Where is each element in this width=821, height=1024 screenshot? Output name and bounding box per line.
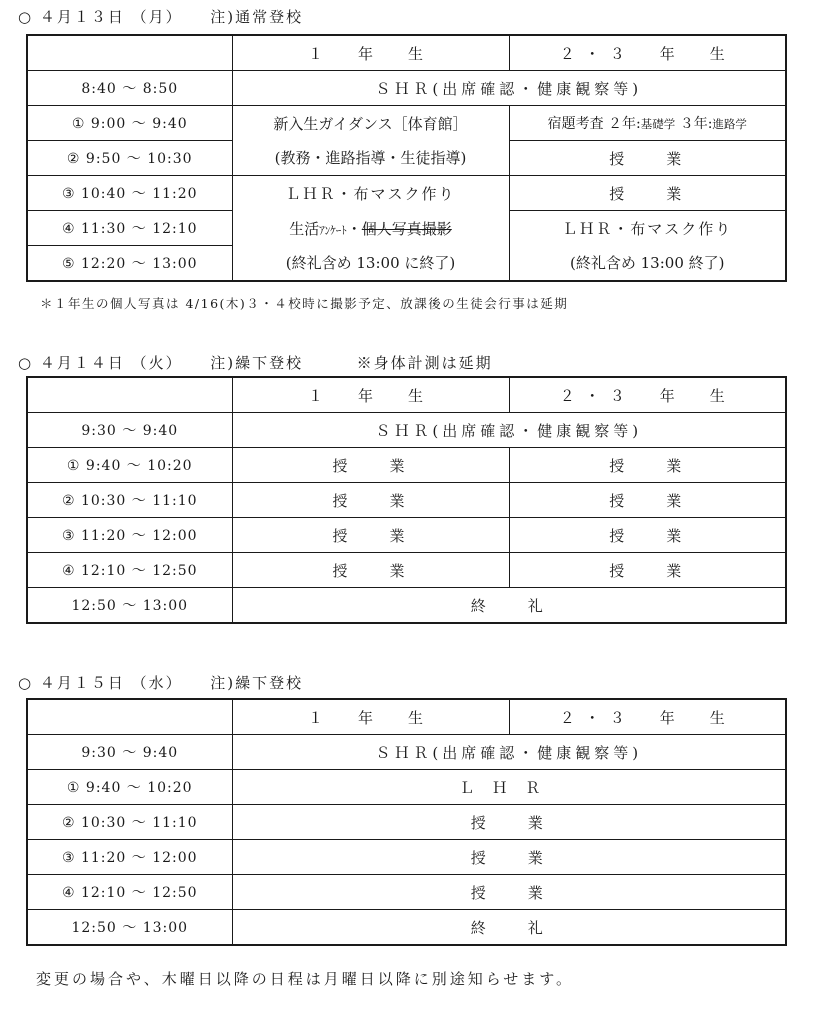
time-cell: ③ 11:20 〜 12:00 xyxy=(27,518,232,553)
year1-cell: 新入生ガイダンス［体育館］ xyxy=(232,106,509,141)
year1-cell: (教務・進路指導・生徒指導) xyxy=(232,141,509,176)
year1-cell: 授 業 xyxy=(232,448,509,483)
time-cell: ④ 12:10 〜 12:50 xyxy=(27,553,232,588)
day1-schedule-table xyxy=(26,34,787,282)
header-year23: ２・３ 年 生 xyxy=(509,377,786,413)
table-row xyxy=(27,211,786,246)
year23-text-a: 宿題考査 ２年: xyxy=(547,116,641,132)
header-year1: １ 年 生 xyxy=(232,35,509,71)
time-cell: ③ 11:20 〜 12:00 xyxy=(27,840,232,875)
day1-date: ４月１３日 xyxy=(39,8,125,26)
time-cell: ④ 12:10 〜 12:50 xyxy=(27,875,232,910)
merged-cell: ＳＨＲ(出席確認・健康観察等) xyxy=(232,413,786,448)
day3-weekday: （水） xyxy=(131,674,183,692)
table-row xyxy=(27,840,786,875)
table-row xyxy=(27,588,786,624)
year1-cell xyxy=(232,211,509,246)
header-year23: ２・３ 年 生 xyxy=(509,35,786,71)
year23-cell: (終礼含め 13:00 終了) xyxy=(509,246,786,282)
table-header-row xyxy=(27,35,786,71)
merged-cell: ＳＨＲ(出席確認・健康観察等) xyxy=(232,71,786,106)
table-row xyxy=(27,770,786,805)
day1-weekday: （月） xyxy=(131,8,183,26)
time-cell: ① 9:40 〜 10:20 xyxy=(27,770,232,805)
day3-note: 注)繰下登校 xyxy=(210,674,304,692)
table-row xyxy=(27,71,786,106)
table-row xyxy=(27,805,786,840)
day3-date: ４月１５日 xyxy=(39,674,125,692)
table-row xyxy=(27,448,786,483)
year23-cell: ＬＨＲ・布マスク作り xyxy=(509,211,786,246)
merged-cell: 終 礼 xyxy=(232,588,786,624)
time-cell: ② 9:50 〜 10:30 xyxy=(27,141,232,176)
year1-cell: 授 業 xyxy=(232,553,509,588)
table-row xyxy=(27,141,786,176)
footer-notice: 変更の場合や、木曜日以降の日程は月曜日以降に別途知らせます。 xyxy=(36,970,575,988)
year1-text-c: ・ xyxy=(346,219,362,238)
merged-cell: ＳＨＲ(出席確認・健康観察等) xyxy=(232,735,786,770)
year1-cell: 授 業 xyxy=(232,518,509,553)
time-cell: 9:30 〜 9:40 xyxy=(27,735,232,770)
header-empty xyxy=(27,35,232,71)
header-empty xyxy=(27,699,232,735)
table-row xyxy=(27,483,786,518)
circle-mark: ○ xyxy=(18,674,34,692)
table-row xyxy=(27,413,786,448)
table-row xyxy=(27,518,786,553)
merged-cell: 授 業 xyxy=(232,840,786,875)
header-year1: １ 年 生 xyxy=(232,699,509,735)
day3-schedule-table xyxy=(26,698,787,946)
day3-heading xyxy=(18,672,303,693)
day1-note: 注)通常登校 xyxy=(210,8,304,26)
header-year1: １ 年 生 xyxy=(232,377,509,413)
table-row xyxy=(27,246,786,282)
year1-cell: 授 業 xyxy=(232,483,509,518)
year23-text-c: ３年: xyxy=(675,116,713,132)
table-header-row xyxy=(27,377,786,413)
year23-cell: 授 業 xyxy=(509,448,786,483)
time-cell: 9:30 〜 9:40 xyxy=(27,413,232,448)
year1-cell: ＬＨＲ・布マスク作り xyxy=(232,176,509,211)
day2-date: ４月１４日 xyxy=(39,354,125,372)
time-cell: ③ 10:40 〜 11:20 xyxy=(27,176,232,211)
day2-heading xyxy=(18,352,493,373)
circle-mark: ○ xyxy=(18,8,34,26)
day2-weekday: （火） xyxy=(131,354,183,372)
header-year23: ２・３ 年 生 xyxy=(509,699,786,735)
merged-cell: 授 業 xyxy=(232,875,786,910)
time-cell: ① 9:00 〜 9:40 xyxy=(27,106,232,141)
table-row xyxy=(27,106,786,141)
year1-cell: (終礼含め 13:00 に終了) xyxy=(232,246,509,282)
circle-mark: ○ xyxy=(18,354,34,372)
year23-cell: 授 業 xyxy=(509,483,786,518)
time-cell: ② 10:30 〜 11:10 xyxy=(27,805,232,840)
year23-text-b: 基礎学 xyxy=(640,117,676,131)
day1-footnote: ＊１年生の個人写真は 4/16(木)３・４校時に撮影予定、放課後の生徒会行事は延期 xyxy=(40,296,569,311)
year1-struck-text: 個人写真撮影 xyxy=(361,219,452,238)
time-cell: 12:50 〜 13:00 xyxy=(27,588,232,624)
table-row xyxy=(27,735,786,770)
time-cell: 8:40 〜 8:50 xyxy=(27,71,232,106)
table-header-row xyxy=(27,699,786,735)
day2-schedule-table xyxy=(26,376,787,624)
time-cell: 12:50 〜 13:00 xyxy=(27,910,232,946)
table-row xyxy=(27,875,786,910)
merged-cell: 終 礼 xyxy=(232,910,786,946)
year23-cell: 授 業 xyxy=(509,518,786,553)
year1-text-a: 生活 xyxy=(289,219,320,238)
time-cell: ① 9:40 〜 10:20 xyxy=(27,448,232,483)
year23-cell: 授 業 xyxy=(509,176,786,211)
year23-cell: 授 業 xyxy=(509,553,786,588)
year23-cell: 授 業 xyxy=(509,141,786,176)
day2-extra-note: ※身体計測は延期 xyxy=(356,354,493,372)
table-row xyxy=(27,553,786,588)
time-cell: ⑤ 12:20 〜 13:00 xyxy=(27,246,232,282)
table-row xyxy=(27,176,786,211)
time-cell: ④ 11:30 〜 12:10 xyxy=(27,211,232,246)
year23-cell xyxy=(509,106,786,141)
table-row xyxy=(27,910,786,946)
header-empty xyxy=(27,377,232,413)
time-cell: ② 10:30 〜 11:10 xyxy=(27,483,232,518)
day1-heading xyxy=(18,6,303,27)
year1-text-b: ｱﾝｹｰﾄ xyxy=(319,223,347,237)
year23-text-d: 進路学 xyxy=(712,117,747,131)
day2-note: 注)繰下登校 xyxy=(210,354,304,372)
merged-cell: ＬＨＲ xyxy=(232,770,786,805)
merged-cell: 授 業 xyxy=(232,805,786,840)
